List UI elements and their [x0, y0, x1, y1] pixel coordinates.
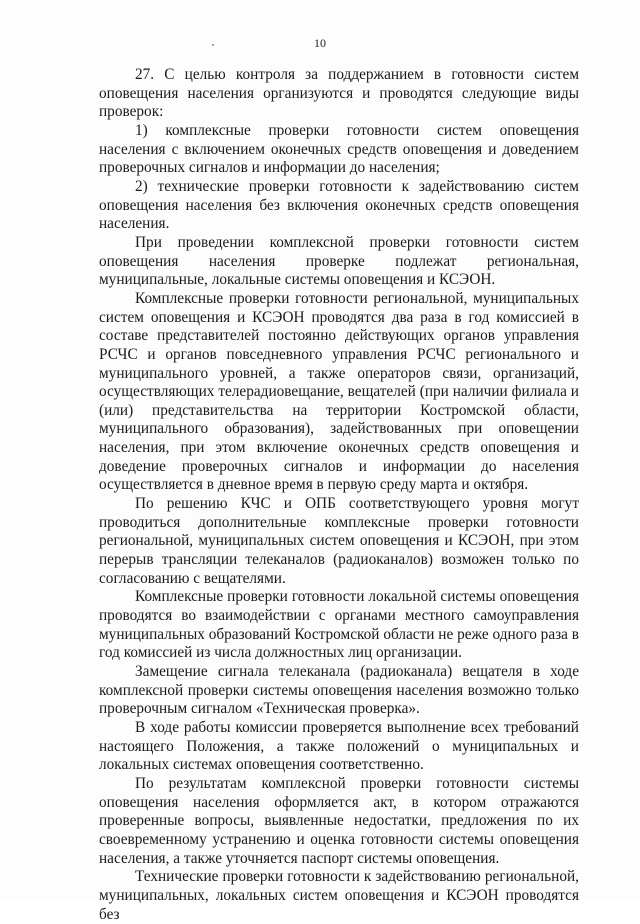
- page-number: 10: [314, 36, 326, 50]
- document-body: [99, 66, 579, 924]
- paragraph-27-intro: 27. С целью контроля за поддержанием в готовности систем оповещения населения организуются и проводятся следующие виды проверок:: [99, 66, 579, 121]
- paragraph-commission-work: В ходе работы комиссии проверяется выполнение всех требований настоящего Положения, а также положений о муниципальных и локальных системах оповещения соответственно.: [99, 718, 579, 774]
- list-item-complex-checks: 1) комплексные проверки готовности систем оповещения населения с включением оконечных средств оповещения и доведением проверочных сигналов и информации до населения;: [99, 121, 579, 177]
- list-item-technical-checks: 2) технические проверки готовности к задействованию систем оповещения населения без включения оконечных средств оповещения населения.: [99, 177, 579, 233]
- paragraph-complex-scope: При проведении комплексной проверки готовности систем оповещения населения проверке подлежат региональная, муниципальные, локальные системы оповещения и КСЭОН.: [99, 233, 579, 289]
- paragraph-local-system: Комплексные проверки готовности локальной системы оповещения проводятся во взаимодействии с органами местного самоуправления муниципальных образований Костромской области не реже одного раза в год комиссией из числа должностных лиц организации.: [99, 588, 579, 662]
- paragraph-signal-replacement: Замещение сигнала телеканала (радиоканала) вещателя в ходе комплексной проверки системы оповещения населения возможно только проверочным сигналом «Техническая проверка».: [99, 663, 579, 718]
- paragraph-technical-checks: Технические проверки готовности к задействованию региональной, муниципальных, локальных систем оповещения и КСЭОН проводятся без: [99, 868, 579, 923]
- scan-speck: [212, 44, 214, 46]
- paragraph-commission: Комплексные проверки готовности региональной, муниципальных систем оповещения и КСЭОН проводятся два раза в год комиссией в составе представителей постоянно действующих органов управления РСЧС и органов повседневного управления РСЧС регионального и муниципального уровней, а также операторов связи, организаций, осуществляющих телерадиовещание, вещателей (при наличии филиала и (или) представительства на территории Костромской области, муниципального образования), задействованных при оповещении населения, при этом включение оконечных средств оповещения и доведение проверочных сигналов и информации до населения осуществляется в дневное время в первую среду марта и октября.: [99, 289, 579, 494]
- paragraph-results-act: По результатам комплексной проверки готовности системы оповещения населения оформляется акт, в котором отражаются проверенные вопросы, выявленные недостатки, предложения по их своевременному устранению и оценка готовности системы оповещения населения, а также уточняется паспорт системы оповещения.: [99, 774, 579, 867]
- paragraph-additional-checks: По решению КЧС и ОПБ соответствующего уровня могут проводиться дополнительные комплексные проверки готовности региональной, муниципальных систем оповещения и КСЭОН, при этом перерыв трансляции телеканалов (радиоканалов) возможен только по согласованию с вещателями.: [99, 495, 579, 587]
